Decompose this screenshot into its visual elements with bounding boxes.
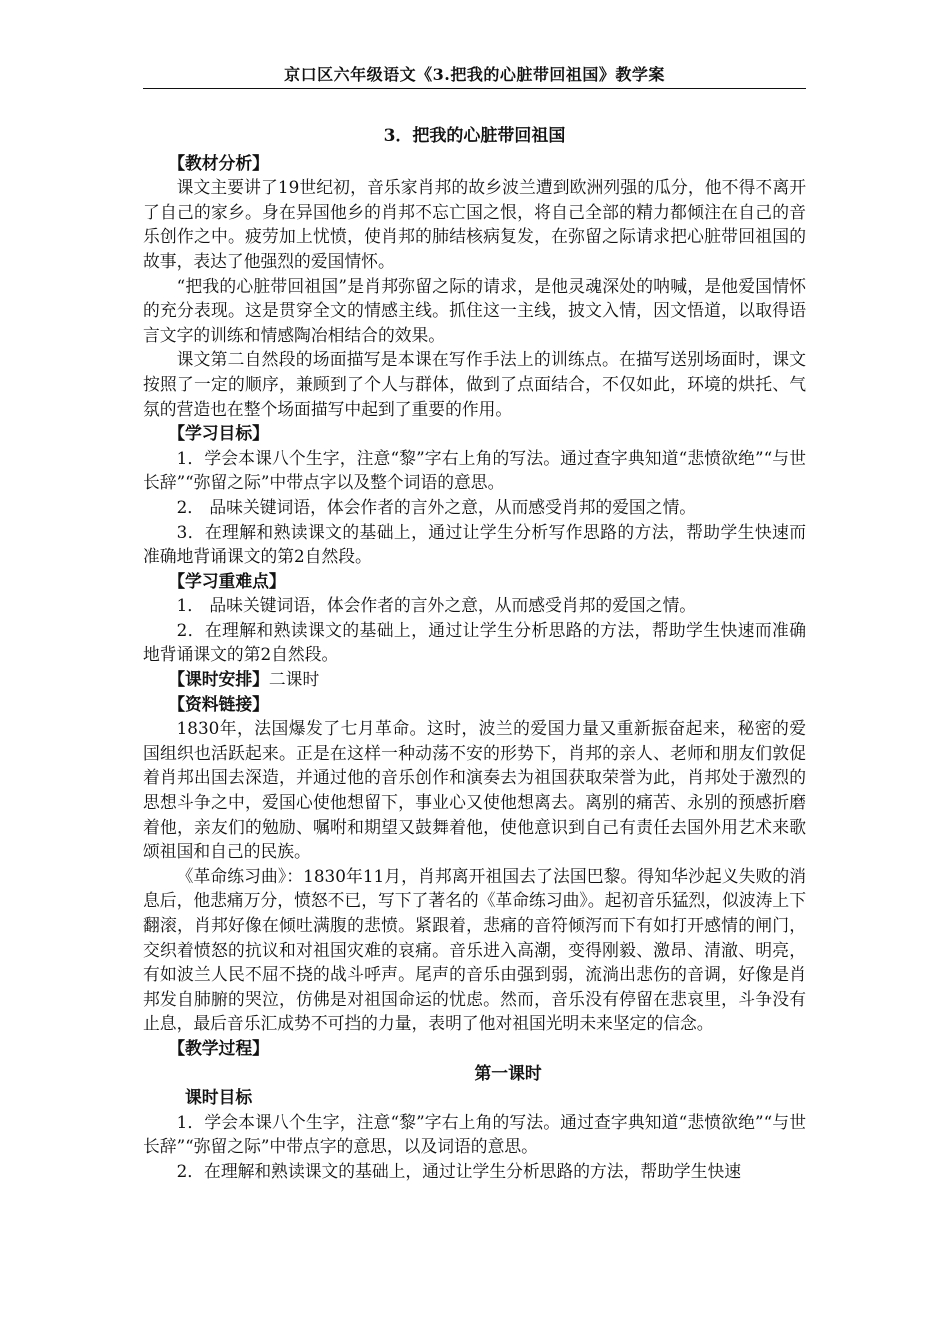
section-heading-goals: 【学习目标】 bbox=[168, 423, 269, 444]
section-heading-process: 【教学过程】 bbox=[168, 1037, 269, 1058]
document-body bbox=[143, 124, 806, 1184]
goal-item: 1．学会本课八个生字，注意“黎”字右上角的写法。通过查字典知道“悲愤欲绝”“与世长辞”“弥留之际”中带点字以及整个词语的意思。 bbox=[143, 447, 806, 493]
section-heading-schedule bbox=[143, 667, 806, 692]
lesson-goal-item: 2．在理解和熟读课文的基础上，通过让学生分析思路的方法，帮助学生快速 bbox=[176, 1160, 742, 1181]
links-paragraph: 《革命练习曲》：1830年11月，肖邦离开祖国去了法国巴黎。得知华沙起义失败的消息后，他悲痛万分，愤怒不已，写下了著名的《革命练习曲》。起初音乐猛烈，似波涛上下翻滚，肖邦好像在倾吐满腹的悲愤。紧跟着，悲痛的音符倾泻而下有如打开感情的闸门，交织着愤怒的抗议和对祖国灾难的哀痛。音乐进入高潮，变得刚毅、激昂、清澈、明亮，有如波兰人民不屈不挠的战斗呼声。尾声的音乐由强到弱，流淌出悲伤的音调，好像是肖邦发自肺腑的哭泣，仿佛是对祖国命运的忧虑。然而，音乐没有停留在悲哀里，斗争没有止息，最后音乐汇成势不可挡的力量，表明了他对祖国光明未来坚定的信念。 bbox=[143, 865, 806, 1034]
analysis-paragraph: “把我的心脏带回祖国”是肖邦弥留之际的请求，是他灵魂深处的呐喊，是他爱国情怀的充分表现。这是贯穿全文的情感主线。抓住这一主线，披文入情，因文悟道，以取得语言文字的训练和情感陶冶相结合的效果。 bbox=[143, 275, 806, 345]
document-title: 3．把我的心脏带回祖国 bbox=[383, 126, 566, 146]
lesson-goal-item: 1．学会本课八个生字，注意“黎”字右上角的写法。通过查字典知道“悲愤欲绝”“与世长辞”“弥留之际”中带点字的意思，以及词语的意思。 bbox=[143, 1111, 806, 1157]
header-rule bbox=[143, 88, 806, 89]
schedule-value: 二课时 bbox=[268, 669, 320, 690]
page-header: 京口区六年级语文《3.把我的心脏带回祖国》教学案 bbox=[284, 65, 665, 84]
analysis-paragraph: 课文第二自然段的场面描写是本课在写作手法上的训练点。在描写送别场面时，课文按照了一定的顺序，兼顾到了个人与群体，做到了点面结合，不仅如此，环境的烘托、气氛的营造也在整个场面描写中起到了重要的作用。 bbox=[143, 349, 806, 419]
schedule-label: 【课时安排】 bbox=[168, 669, 269, 690]
keypoint-item: 1． 品味关键词语，体会作者的言外之意，从而感受肖邦的爱国之情。 bbox=[176, 595, 697, 616]
analysis-paragraph: 课文主要讲了19世纪初，音乐家肖邦的故乡波兰遭到欧洲列强的瓜分，他不得不离开了自己的家乡。身在异国他乡的肖邦不忘亡国之恨，将自己全部的精力都倾注在自己的音乐创作之中。疲劳加上忧愤，使肖邦的肺结核病复发，在弥留之际请求把心脏带回祖国的故事，表达了他强烈的爱国情怀。 bbox=[143, 177, 806, 271]
lesson-title: 第一课时 bbox=[474, 1062, 542, 1083]
links-paragraph: 1830年，法国爆发了七月革命。这时，波兰的爱国力量又重新振奋起来，秘密的爱国组织也活跃起来。正是在这样一种动荡不安的形势下，肖邦的亲人、老师和朋友们敦促着肖邦出国去深造，并通过他的音乐创作和演奏去为祖国获取荣誉为此，肖邦处于激烈的思想斗争之中，爱国心使他想留下，事业心又使他想离去。离别的痛苦、永别的预感折磨着他，亲友们的勉励、嘱咐和期望又鼓舞着他，使他意识到自己有责任去国外用艺术来歌颂祖国和自己的民族。 bbox=[143, 718, 806, 862]
section-heading-keypoints: 【学习重难点】 bbox=[168, 570, 286, 591]
goal-item: 3．在理解和熟读课文的基础上，通过让学生分析写作思路的方法，帮助学生快速而准确地背诵课文的第2自然段。 bbox=[143, 521, 806, 567]
goal-item: 2． 品味关键词语，体会作者的言外之意，从而感受肖邦的爱国之情。 bbox=[176, 496, 697, 517]
keypoint-item: 2．在理解和熟读课文的基础上，通过让学生分析思路的方法，帮助学生快速而准确地背诵课文的第2自然段。 bbox=[143, 619, 806, 665]
section-heading-analysis: 【教材分析】 bbox=[168, 152, 269, 173]
section-heading-links: 【资料链接】 bbox=[168, 693, 269, 714]
lesson-goals-label: 课时目标 bbox=[185, 1087, 253, 1108]
